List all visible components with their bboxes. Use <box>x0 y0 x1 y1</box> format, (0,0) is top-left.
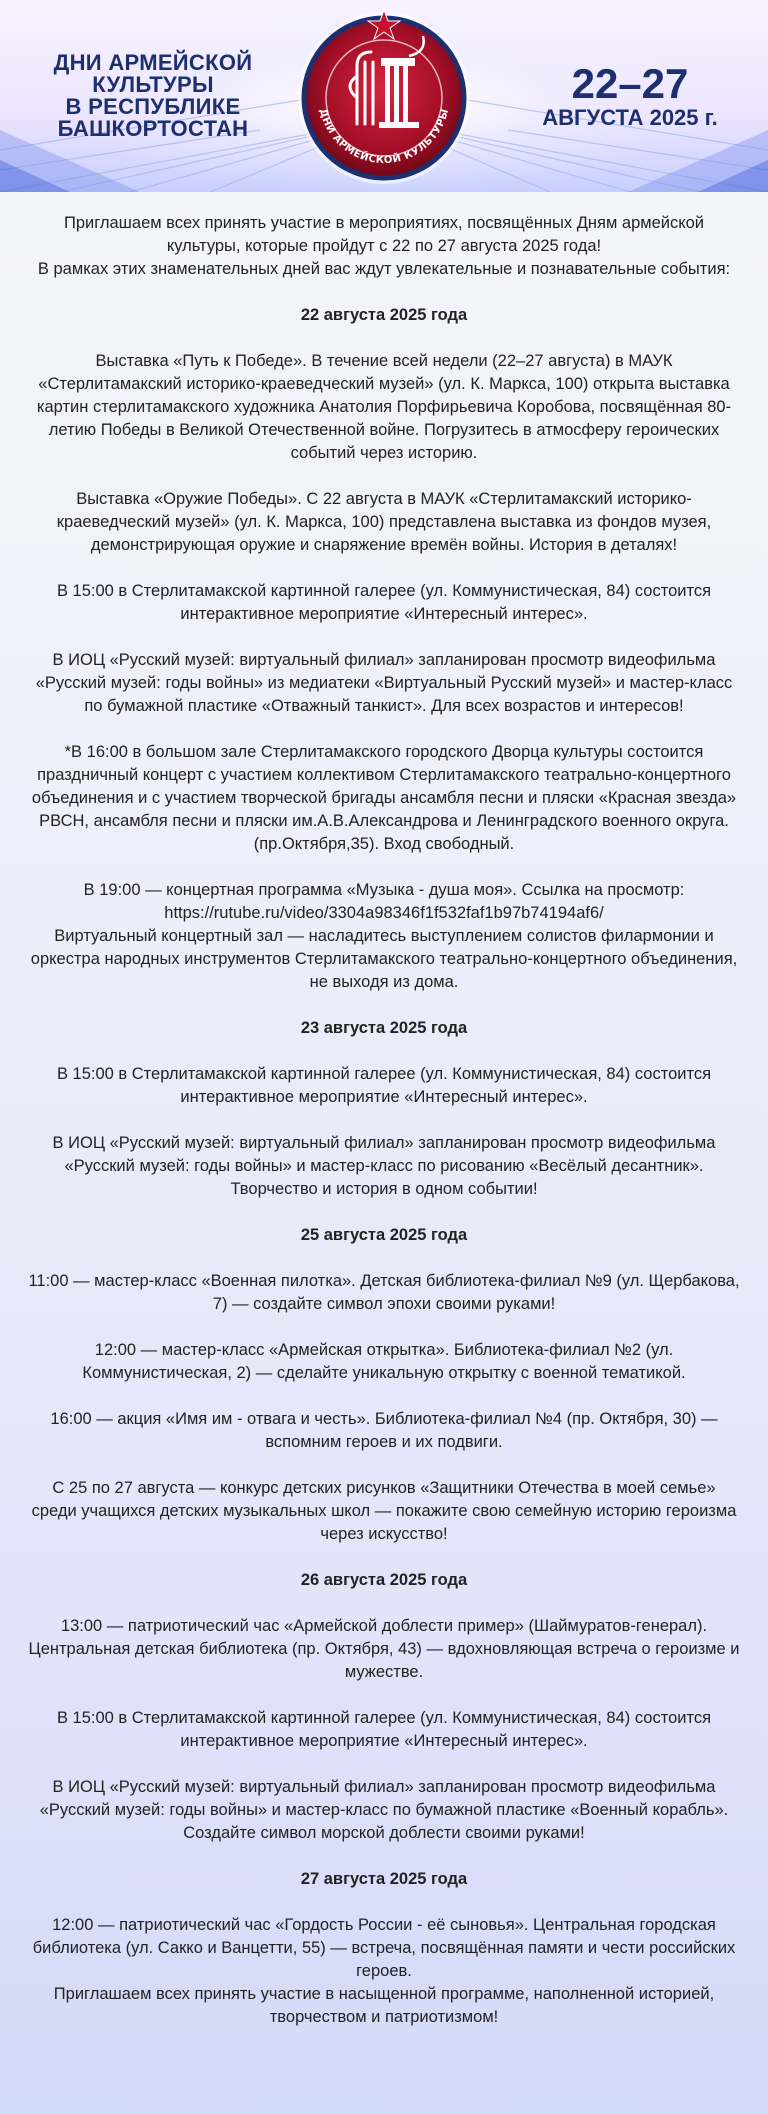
banner-dates <box>530 62 730 130</box>
day-heading: 25 августа 2025 года <box>300 1226 468 1244</box>
event-paragraph: В 19:00 — концертная программа «Музыка - душа моя». Ссылка на просмотр: https://rutube.ru/video/3304a98346f1f532faf1b97b74194af6/ <box>83 881 685 922</box>
event-paragraph: Выставка «Оружие Победы». С 22 августа в МАУК «Стерлитамакский историко-краеведческий музей» (ул. К. Маркса, 100) представлена выставка из фондов музея, демонстрирующая оружие и снаряжение времён войны. История в деталях! <box>56 490 712 554</box>
day-heading: 26 августа 2025 года <box>300 1571 468 1589</box>
event-paragraph: Виртуальный концертный зал — насладитесь выступлением солистов филармонии и оркестра народных инструментов Стерлитамакского театрально-концертного объединения, не выходя из дома. <box>30 927 738 991</box>
event-paragraph: В 15:00 в Стерлитамакской картинной галерее (ул. Коммунистическая, 84) состоится интерактивное мероприятие «Интересный интерес». <box>56 1709 712 1750</box>
event-paragraph: Выставка «Путь к Победе». В течение всей недели (22–27 августа) в МАУК «Стерлитамакский историко-краеведческий музей» (ул. К. Маркса, 100) открыта выставка картин стерлитамакского художника Анатолия Порфирьевича Коробова, посвящённая 80-летию Победы в Великой Отечественной войне. Погрузитесь в атмосферу героических событий через историю. <box>36 352 732 462</box>
event-paragraph: 12:00 — патриотический час «Гордость России - её сыновья». Центральная городская библиотека (ул. Сакко и Ванцетти, 55) — встреча, посвящённая памяти и чести российских героев. <box>32 1916 736 1980</box>
day-heading: 22 августа 2025 года <box>300 306 468 324</box>
banner-title <box>28 52 278 140</box>
army-culture-emblem-logo <box>295 6 473 188</box>
event-paragraph: В 15:00 в Стерлитамакской картинной галерее (ул. Коммунистическая, 84) состоится интерактивное мероприятие «Интересный интерес». <box>56 1065 712 1106</box>
intro-paragraph: В рамках этих знаменательных дней вас ждут увлекательные и познавательные события: <box>37 260 731 278</box>
emblem-text: ДНИ АРМЕЙСКОЙ КУЛЬТУРЫ <box>316 107 452 167</box>
event-banner <box>0 0 768 192</box>
event-paragraph: В 15:00 в Стерлитамакской картинной галерее (ул. Коммунистическая, 84) состоится интерактивное мероприятие «Интересный интерес». <box>56 582 712 623</box>
banner-title-line-3: В РЕСПУБЛИКЕ <box>65 94 241 119</box>
event-paragraph: 12:00 — мастер-класс «Армейская открытка». Библиотека-филиал №2 (ул. Коммунистическая, 2) — сделайте уникальную открытку с военной тематикой. <box>82 1341 686 1382</box>
event-paragraph: В ИОЦ «Русский музей: виртуальный филиал» запланирован просмотр видеофильма «Русский музей: годы войны» и мастер-класс по рисованию «Весёлый десантник». Творчество и история в одном событии! <box>52 1134 716 1198</box>
closing-paragraph: Приглашаем всех принять участие в насыщенной программе, наполненной историей, творчеством и патриотизмом! <box>53 1985 715 2026</box>
day-heading: 27 августа 2025 года <box>300 1870 468 1888</box>
banner-title-line-4: БАШКОРТОСТАН <box>57 116 249 141</box>
event-paragraph: *В 16:00 в большом зале Стерлитамакского городского Дворца культуры состоится праздничный концерт с участием коллективом Стерлитамакского театрально-концертного объединения и с участием творческой бригады ансамбля песни и пляски «Красная звезда» РВСН, ансамбля песни и пляски им.А.В.Александрова и Ленинградского военного округа. (пр.Октября,35). Вход свободный. <box>31 743 737 853</box>
event-paragraph: 13:00 — патриотический час «Армейской доблести пример» (Шаймуратов-генерал). Центральная детская библиотека (пр. Октября, 43) — вдохновляющая встреча о героизме и мужестве. <box>28 1617 740 1681</box>
event-paragraph: В ИОЦ «Русский музей: виртуальный филиал» запланирован просмотр видеофильма «Русский музей: годы войны» из медиатеки «Виртуальный Русский музей» и мастер-класс по бумажной пластике «Отважный танкист». Для всех возрастов и интересов! <box>35 651 733 715</box>
event-paragraph: 16:00 — акция «Имя им - отвага и честь». Библиотека-филиал №4 (пр. Октября, 30) — вспомним героев и их подвиги. <box>50 1410 718 1451</box>
event-paragraph: 11:00 — мастер-класс «Военная пилотка». Детская библиотека-филиал №9 (ул. Щербакова, 7) — создайте символ эпохи своими руками! <box>28 1272 740 1313</box>
event-paragraph: С 25 по 27 августа — конкурс детских рисунков «Защитники Отечества в моей семье» среди учащихся детских музыкальных школ — покажите свою семейную историю героизма через искусство! <box>31 1479 737 1543</box>
intro-paragraph: Приглашаем всех принять участие в мероприятиях, посвящённых Дням армейской культуры, которые пройдут с 22 по 27 августа 2025 года! <box>63 214 705 255</box>
banner-title-line-1: ДНИ АРМЕЙСКОЙ <box>53 50 253 75</box>
banner-month-year: АВГУСТА 2025 г. <box>542 105 718 130</box>
banner-title-line-2: КУЛЬТУРЫ <box>92 72 214 97</box>
day-heading: 23 августа 2025 года <box>300 1019 468 1037</box>
announcement-text <box>0 192 768 2029</box>
event-paragraph: В ИОЦ «Русский музей: виртуальный филиал» запланирован просмотр видеофильма «Русский музей: годы войны» и мастер-класс по бумажной пластике «Военный корабль». Создайте символ морской доблести своими руками! <box>39 1778 729 1842</box>
banner-date-range: 22–27 <box>571 60 689 107</box>
